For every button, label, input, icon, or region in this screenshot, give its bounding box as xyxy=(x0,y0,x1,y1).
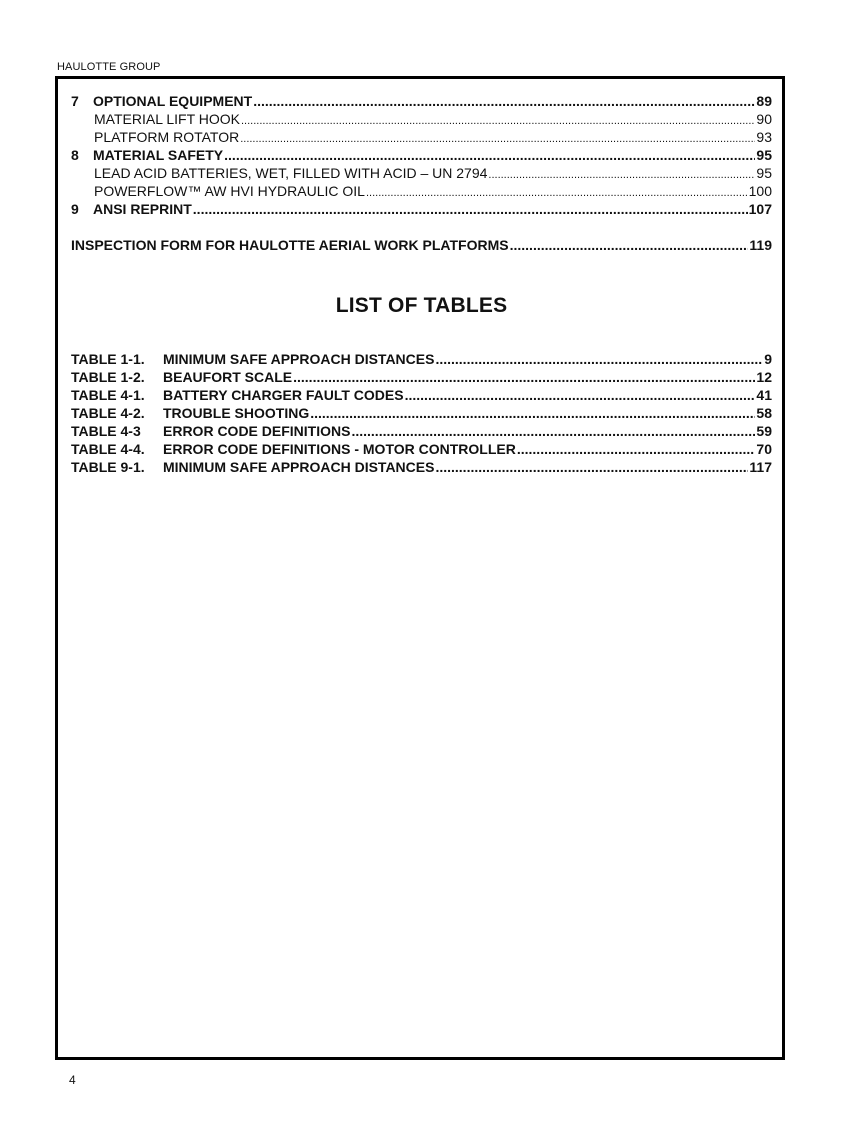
toc-sub-title: POWERFLOW™ AW HVI HYDRAULIC OIL xyxy=(94,183,365,199)
table-title: MINIMUM SAFE APPROACH DISTANCES xyxy=(163,459,435,475)
dot-leader xyxy=(405,386,756,404)
toc-section-title: OPTIONAL EQUIPMENT xyxy=(93,93,253,109)
table-id: TABLE 1-2. xyxy=(71,369,145,385)
dot-leader xyxy=(293,368,755,386)
dot-leader xyxy=(193,200,748,218)
table-title: ERROR CODE DEFINITIONS - MOTOR CONTROLLER xyxy=(163,441,516,457)
toc-section-number: 9 xyxy=(71,201,79,217)
dot-leader xyxy=(517,440,756,458)
toc-sub-title: PLATFORM ROTATOR xyxy=(94,129,240,145)
table-title: BATTERY CHARGER FAULT CODES xyxy=(163,387,404,403)
table-page-number: 70 xyxy=(756,441,772,457)
toc-page-number: 95 xyxy=(756,165,772,181)
toc-page-number: 89 xyxy=(756,93,772,109)
table-page-number: 59 xyxy=(756,423,772,439)
page-number: 4 xyxy=(69,1073,76,1087)
toc-entry-platform-rotator[interactable] xyxy=(71,128,772,146)
toc-sub-title: MATERIAL LIFT HOOK xyxy=(94,111,240,127)
table-page-number: 41 xyxy=(756,387,772,403)
dot-leader xyxy=(351,422,755,440)
toc-entry-powerflow-oil[interactable] xyxy=(71,182,772,200)
dot-leader xyxy=(435,350,763,368)
table-id: TABLE 4-4. xyxy=(71,441,145,457)
lot-entry[interactable] xyxy=(71,458,772,476)
table-title: BEAUFORT SCALE xyxy=(163,369,293,385)
toc-entry-section-7[interactable] xyxy=(71,92,772,110)
toc-entry-lead-acid-batteries[interactable] xyxy=(71,164,772,182)
lot-entry[interactable] xyxy=(71,368,772,386)
dot-leader xyxy=(253,92,755,110)
dot-leader xyxy=(435,458,748,476)
dot-leader xyxy=(310,404,755,422)
table-page-number: 9 xyxy=(764,351,772,367)
toc-inspection-title: INSPECTION FORM FOR HAULOTTE AERIAL WORK PLATFORMS xyxy=(71,237,509,253)
toc-section-number: 8 xyxy=(71,147,79,163)
dot-leader xyxy=(240,128,755,148)
toc-entry-material-lift-hook[interactable] xyxy=(71,110,772,128)
table-id: TABLE 4-3 xyxy=(71,423,141,439)
toc-section-title: ANSI REPRINT xyxy=(93,201,192,217)
toc-page-number: 107 xyxy=(748,201,772,217)
toc-page-number: 100 xyxy=(748,183,772,199)
toc-entry-section-8[interactable] xyxy=(71,146,772,164)
dot-leader xyxy=(241,110,755,130)
dot-leader xyxy=(510,236,749,254)
running-header: HAULOTTE GROUP xyxy=(57,61,161,73)
spacer xyxy=(71,218,772,236)
toc-entry-section-9[interactable] xyxy=(71,200,772,218)
dot-leader xyxy=(224,146,755,164)
toc-section-title: MATERIAL SAFETY xyxy=(93,147,224,163)
table-title: TROUBLE SHOOTING xyxy=(163,405,310,421)
table-title: ERROR CODE DEFINITIONS xyxy=(163,423,351,439)
table-page-number: 117 xyxy=(749,459,772,475)
toc-page-number: 119 xyxy=(749,237,772,253)
table-title: MINIMUM SAFE APPROACH DISTANCES xyxy=(163,351,435,367)
table-id: TABLE 9-1. xyxy=(71,459,145,475)
toc-entry-inspection-form[interactable] xyxy=(71,236,772,254)
lot-entry[interactable] xyxy=(71,386,772,404)
toc-section-number: 7 xyxy=(71,93,79,109)
toc-sub-title: LEAD ACID BATTERIES, WET, FILLED WITH ACID – UN 2794 xyxy=(94,165,488,181)
list-of-tables-heading: LIST OF TABLES xyxy=(335,294,508,317)
toc-page-number: 95 xyxy=(756,147,772,163)
table-id: TABLE 1-1. xyxy=(71,351,145,367)
table-of-contents xyxy=(71,92,772,476)
table-id: TABLE 4-2. xyxy=(71,405,145,421)
toc-page-number: 90 xyxy=(756,111,772,127)
lot-entry[interactable] xyxy=(71,350,772,368)
lot-entry[interactable] xyxy=(71,440,772,458)
content-frame xyxy=(55,76,785,1060)
lot-entry[interactable] xyxy=(71,422,772,440)
table-page-number: 58 xyxy=(756,405,772,421)
toc-page-number: 93 xyxy=(756,129,772,145)
table-page-number: 12 xyxy=(756,369,772,385)
dot-leader xyxy=(488,164,755,184)
table-id: TABLE 4-1. xyxy=(71,387,145,403)
lot-entry[interactable] xyxy=(71,404,772,422)
dot-leader xyxy=(366,182,748,202)
